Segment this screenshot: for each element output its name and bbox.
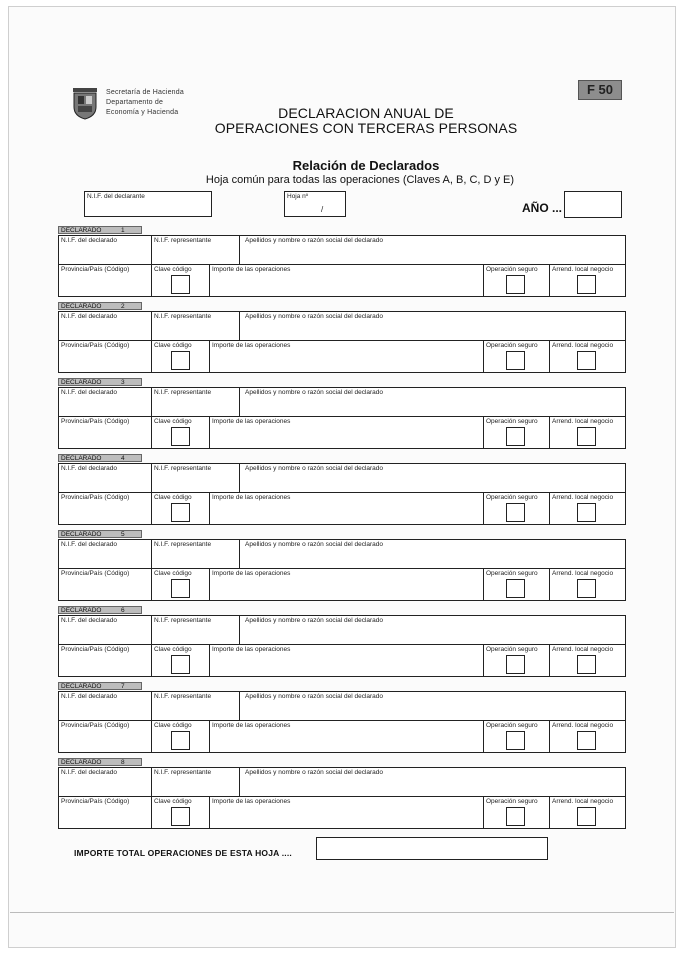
clave-label: Clave código <box>154 722 192 729</box>
divider <box>151 616 152 644</box>
declarado-number: 5 <box>121 531 125 538</box>
divider <box>483 796 484 828</box>
divider <box>151 264 152 296</box>
operacion-seguro-checkbox[interactable] <box>506 655 525 674</box>
divider <box>151 720 152 752</box>
declarado-block <box>58 226 626 300</box>
year-label: AÑO ... <box>522 201 563 215</box>
importe-label: Importe de las operaciones <box>212 418 291 425</box>
declarado-tag-label: DECLARADO <box>61 531 102 538</box>
operacion-seguro-label: Operación seguro <box>486 646 538 653</box>
apellidos-label: Apellidos y nombre o razón social del declarado <box>245 617 384 624</box>
clave-codigo-box[interactable] <box>171 731 190 750</box>
declarado-tag <box>58 530 142 538</box>
arrend-label: Arrend. local negocio <box>552 494 614 501</box>
nif-declarante-label: N.I.F. del declarante <box>87 193 145 200</box>
operacion-seguro-checkbox[interactable] <box>506 807 525 826</box>
declarado-frame <box>58 235 626 297</box>
divider <box>209 416 210 448</box>
row-divider <box>59 568 625 569</box>
divider <box>151 692 152 720</box>
nif-declarante-field[interactable] <box>84 191 212 217</box>
importe-label: Importe de las operaciones <box>212 646 291 653</box>
arrend-local-checkbox[interactable] <box>577 579 596 598</box>
declarado-frame <box>58 691 626 753</box>
clave-codigo-box[interactable] <box>171 351 190 370</box>
year-field[interactable] <box>564 191 622 218</box>
divider <box>239 540 240 568</box>
form-subtitle: Relación de Declarados <box>292 158 440 173</box>
divider <box>151 388 152 416</box>
operacion-seguro-label: Operación seguro <box>486 798 538 805</box>
provincia-label: Provincia/País (Código) <box>61 266 130 273</box>
declarado-tag <box>58 226 142 234</box>
declarado-tag <box>58 378 142 386</box>
divider <box>483 264 484 296</box>
row-divider <box>59 796 625 797</box>
operacion-seguro-checkbox[interactable] <box>506 579 525 598</box>
declarado-tag-label: DECLARADO <box>61 759 102 766</box>
apellidos-label: Apellidos y nombre o razón social del declarado <box>245 769 384 776</box>
arrend-local-checkbox[interactable] <box>577 503 596 522</box>
divider <box>239 616 240 644</box>
hoja-field[interactable] <box>284 191 346 217</box>
nif-representante-label: N.I.F. representante <box>154 313 212 320</box>
nif-declarado-label: N.I.F. del declarado <box>61 313 118 320</box>
operacion-seguro-label: Operación seguro <box>486 418 538 425</box>
declarado-tag <box>58 758 142 766</box>
divider <box>549 644 550 676</box>
declarado-tag <box>58 682 142 690</box>
operacion-seguro-checkbox[interactable] <box>506 731 525 750</box>
declarado-tag <box>58 454 142 462</box>
divider <box>151 540 152 568</box>
divider <box>151 768 152 796</box>
declarado-tag-label: DECLARADO <box>61 455 102 462</box>
divider <box>239 388 240 416</box>
divider <box>209 796 210 828</box>
agency-line-3: Economía y Hacienda <box>106 109 179 116</box>
clave-label: Clave código <box>154 646 192 653</box>
operacion-seguro-label: Operación seguro <box>486 266 538 273</box>
divider <box>151 340 152 372</box>
divider <box>549 340 550 372</box>
nif-representante-label: N.I.F. representante <box>154 617 212 624</box>
declarado-number: 6 <box>121 607 125 614</box>
nif-declarado-label: N.I.F. del declarado <box>61 769 118 776</box>
clave-codigo-box[interactable] <box>171 275 190 294</box>
agency-name <box>106 88 184 118</box>
row-divider <box>59 264 625 265</box>
divider <box>239 768 240 796</box>
arrend-label: Arrend. local negocio <box>552 722 614 729</box>
row-divider <box>59 720 625 721</box>
divider <box>483 492 484 524</box>
divider <box>151 416 152 448</box>
provincia-label: Provincia/País (Código) <box>61 494 130 501</box>
apellidos-label: Apellidos y nombre o razón social del declarado <box>245 313 384 320</box>
arrend-label: Arrend. local negocio <box>552 798 614 805</box>
divider <box>483 340 484 372</box>
hoja-label: Hoja nº <box>287 193 309 200</box>
agency-line-1: Secretaría de Hacienda <box>106 89 184 96</box>
apellidos-label: Apellidos y nombre o razón social del declarado <box>245 541 384 548</box>
operacion-seguro-checkbox[interactable] <box>506 351 525 370</box>
declarado-block <box>58 606 626 680</box>
declarado-number: 1 <box>121 227 125 234</box>
declarado-block <box>58 530 626 604</box>
declarado-number: 4 <box>121 455 125 462</box>
form-title <box>200 106 532 136</box>
apellidos-label: Apellidos y nombre o razón social del declarado <box>245 693 384 700</box>
declarado-tag-label: DECLARADO <box>61 227 102 234</box>
declarado-number: 8 <box>121 759 125 766</box>
divider <box>151 464 152 492</box>
divider <box>151 312 152 340</box>
importe-label: Importe de las operaciones <box>212 798 291 805</box>
declarado-tag-label: DECLARADO <box>61 683 102 690</box>
total-label: IMPORTE TOTAL OPERACIONES DE ESTA HOJA .... <box>74 848 292 858</box>
nif-representante-label: N.I.F. representante <box>154 389 212 396</box>
clave-label: Clave código <box>154 570 192 577</box>
nif-representante-label: N.I.F. representante <box>154 541 212 548</box>
arrend-local-checkbox[interactable] <box>577 807 596 826</box>
row-divider <box>59 492 625 493</box>
clave-label: Clave código <box>154 798 192 805</box>
divider <box>239 464 240 492</box>
divider <box>209 568 210 600</box>
form-code-badge: F 50 <box>578 80 622 100</box>
divider <box>483 644 484 676</box>
clave-codigo-box[interactable] <box>171 655 190 674</box>
divider <box>209 644 210 676</box>
title-line-2: OPERACIONES CON TERCERAS PERSONAS <box>214 120 518 136</box>
declarado-frame <box>58 767 626 829</box>
nif-representante-label: N.I.F. representante <box>154 769 212 776</box>
clave-label: Clave código <box>154 418 192 425</box>
provincia-label: Provincia/País (Código) <box>61 646 130 653</box>
row-divider <box>59 416 625 417</box>
row-divider <box>59 340 625 341</box>
clave-label: Clave código <box>154 342 192 349</box>
divider <box>483 416 484 448</box>
declarado-block <box>58 378 626 452</box>
declarado-number: 3 <box>121 379 125 386</box>
hoja-value: / <box>321 205 324 214</box>
bottom-rule <box>10 912 674 913</box>
nif-declarado-label: N.I.F. del declarado <box>61 693 118 700</box>
clave-label: Clave código <box>154 494 192 501</box>
arrend-local-checkbox[interactable] <box>577 275 596 294</box>
operacion-seguro-label: Operación seguro <box>486 342 538 349</box>
arrend-local-checkbox[interactable] <box>577 655 596 674</box>
declarado-frame <box>58 311 626 373</box>
divider <box>209 720 210 752</box>
arrend-label: Arrend. local negocio <box>552 570 614 577</box>
divider <box>239 312 240 340</box>
declarado-frame <box>58 387 626 449</box>
apellidos-label: Apellidos y nombre o razón social del declarado <box>245 389 384 396</box>
divider <box>151 568 152 600</box>
importe-label: Importe de las operaciones <box>212 494 291 501</box>
arrend-local-checkbox[interactable] <box>577 427 596 446</box>
divider <box>549 264 550 296</box>
declarado-block <box>58 302 626 376</box>
nif-declarado-label: N.I.F. del declarado <box>61 465 118 472</box>
operacion-seguro-checkbox[interactable] <box>506 275 525 294</box>
nif-representante-label: N.I.F. representante <box>154 237 212 244</box>
importe-label: Importe de las operaciones <box>212 570 291 577</box>
arrend-label: Arrend. local negocio <box>552 342 614 349</box>
declarado-frame <box>58 463 626 525</box>
arrend-label: Arrend. local negocio <box>552 646 614 653</box>
arrend-local-checkbox[interactable] <box>577 351 596 370</box>
nif-representante-label: N.I.F. representante <box>154 693 212 700</box>
nif-declarado-label: N.I.F. del declarado <box>61 541 118 548</box>
arrend-local-checkbox[interactable] <box>577 731 596 750</box>
declarado-tag-label: DECLARADO <box>61 607 102 614</box>
provincia-label: Provincia/País (Código) <box>61 570 130 577</box>
operacion-seguro-label: Operación seguro <box>486 570 538 577</box>
declarado-number: 2 <box>121 303 125 310</box>
declarado-frame <box>58 615 626 677</box>
divider <box>239 236 240 264</box>
declarado-number: 7 <box>121 683 125 690</box>
operacion-seguro-checkbox[interactable] <box>506 503 525 522</box>
nif-declarado-label: N.I.F. del declarado <box>61 617 118 624</box>
declarado-tag <box>58 302 142 310</box>
total-field[interactable] <box>316 837 548 860</box>
clave-codigo-box[interactable] <box>171 427 190 446</box>
row-divider <box>59 644 625 645</box>
divider <box>549 568 550 600</box>
declarado-tag-label: DECLARADO <box>61 379 102 386</box>
provincia-label: Provincia/País (Código) <box>61 342 130 349</box>
operacion-seguro-checkbox[interactable] <box>506 427 525 446</box>
declarado-block <box>58 682 626 756</box>
declarado-frame <box>58 539 626 601</box>
divider <box>483 568 484 600</box>
nif-declarado-label: N.I.F. del declarado <box>61 389 118 396</box>
divider <box>549 492 550 524</box>
importe-label: Importe de las operaciones <box>212 342 291 349</box>
divider <box>209 492 210 524</box>
provincia-label: Provincia/País (Código) <box>61 418 130 425</box>
provincia-label: Provincia/País (Código) <box>61 722 130 729</box>
declarado-tag-label: DECLARADO <box>61 303 102 310</box>
clave-codigo-box[interactable] <box>171 807 190 826</box>
crest-icon <box>70 86 100 120</box>
declarado-block <box>58 758 626 832</box>
arrend-label: Arrend. local negocio <box>552 266 614 273</box>
agency-line-2: Departamento de <box>106 99 164 106</box>
divider <box>549 720 550 752</box>
importe-label: Importe de las operaciones <box>212 722 291 729</box>
nif-representante-label: N.I.F. representante <box>154 465 212 472</box>
divider <box>549 796 550 828</box>
declarado-block <box>58 454 626 528</box>
provincia-label: Provincia/País (Código) <box>61 798 130 805</box>
apellidos-label: Apellidos y nombre o razón social del declarado <box>245 465 384 472</box>
clave-label: Clave código <box>154 266 192 273</box>
divider <box>209 340 210 372</box>
nif-declarado-label: N.I.F. del declarado <box>61 237 118 244</box>
divider <box>151 236 152 264</box>
divider <box>239 692 240 720</box>
declarado-tag <box>58 606 142 614</box>
apellidos-label: Apellidos y nombre o razón social del declarado <box>245 237 384 244</box>
divider <box>151 644 152 676</box>
form-subtitle-note: Hoja común para todas las operaciones (Claves A, B, C, D y E) <box>205 174 515 186</box>
divider <box>151 492 152 524</box>
divider <box>209 264 210 296</box>
divider <box>151 796 152 828</box>
arrend-label: Arrend. local negocio <box>552 418 614 425</box>
divider <box>549 416 550 448</box>
operacion-seguro-label: Operación seguro <box>486 722 538 729</box>
clave-codigo-box[interactable] <box>171 579 190 598</box>
divider <box>483 720 484 752</box>
operacion-seguro-label: Operación seguro <box>486 494 538 501</box>
clave-codigo-box[interactable] <box>171 503 190 522</box>
importe-label: Importe de las operaciones <box>212 266 291 273</box>
title-line-1: DECLARACION ANUAL DE <box>278 105 454 121</box>
